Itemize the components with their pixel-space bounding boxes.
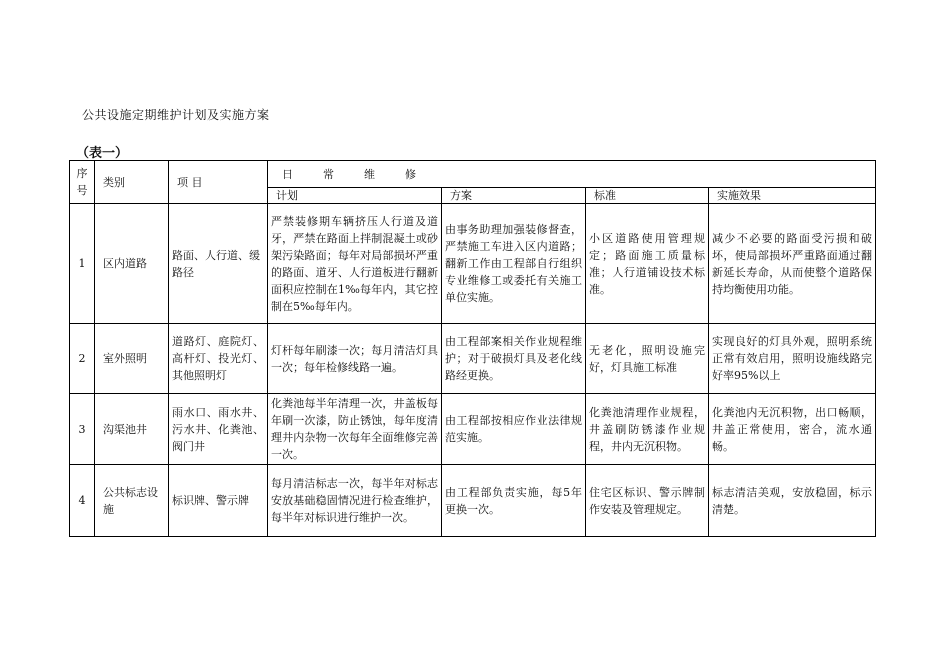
row-category: 室外照明	[95, 324, 169, 394]
maintenance-plan-table	[69, 160, 876, 537]
header-plan: 计划	[268, 188, 442, 204]
row-effect: 减少不必要的路面受污损和破坏，使局部损坏严重路面通过翻新延长寿命，从而使整个道路保持均衡使用功能。	[709, 204, 876, 324]
row-seq: 2	[70, 324, 95, 394]
header-category: 类别	[95, 161, 169, 204]
header-seq: 序号	[70, 161, 95, 204]
header-standard: 标准	[586, 188, 709, 204]
row-category: 沟渠池井	[95, 394, 169, 465]
header-row-1	[70, 161, 876, 188]
header-effect: 实施效果	[709, 188, 876, 204]
document-title: 公共设施定期维护计划及实施方案	[82, 108, 270, 122]
header-item: 项 目	[169, 161, 268, 204]
row-category: 公共标志设施	[95, 465, 169, 537]
row-category: 区内道路	[95, 204, 169, 324]
row-item: 道路灯、庭院灯、高杆灯、投光灯、其他照明灯	[169, 324, 268, 394]
row-method: 由工程部负责实施，每5年更换一次。	[442, 465, 586, 537]
table-row	[70, 204, 876, 324]
row-effect: 标志清洁美观，安放稳固，标示清楚。	[709, 465, 876, 537]
row-effect: 化粪池内无沉积物，出口畅顺，井盖正常使用，密合，流水通畅。	[709, 394, 876, 465]
row-standard: 化粪池清理作业规程，井盖刷防锈漆作业规程，井内无沉积物。	[586, 394, 709, 465]
header-daily-maintenance: 日常维修	[268, 161, 876, 188]
row-item: 雨水口、雨水井、污水井、化粪池、阀门井	[169, 394, 268, 465]
row-seq: 4	[70, 465, 95, 537]
row-seq: 3	[70, 394, 95, 465]
row-standard: 无老化，照明设施完好，灯具施工标准	[586, 324, 709, 394]
row-method: 由工程部按相应作业法律规范实施。	[442, 394, 586, 465]
table-row	[70, 394, 876, 465]
row-plan: 严禁装修期车辆挤压人行道及道牙，严禁在路面上拌制混凝土或砂架污染路面；每年对局部损坏严重的路面、道牙、人行道板进行翻新面积应控制在1‰每年内，其它控制在5‰每年内。	[268, 204, 442, 324]
row-item: 路面、人行道、缓路径	[169, 204, 268, 324]
row-standard: 小区道路使用管理规定；路面施工质量标准；人行道铺设技术标准。	[586, 204, 709, 324]
row-item: 标识牌、警示牌	[169, 465, 268, 537]
row-method: 由事务助理加强装修督查，严禁施工车进入区内道路；翻新工作由工程部自行组织专业维修工或委托有关施工单位实施。	[442, 204, 586, 324]
row-plan: 每月清洁标志一次，每半年对标志安放基础稳固情况进行检查维护，每半年对标识进行维护一次。	[268, 465, 442, 537]
row-plan: 灯杆每年刷漆一次；每月清洁灯具一次；每年检修线路一遍。	[268, 324, 442, 394]
row-effect: 实现良好的灯具外观，照明系统正常有效启用，照明设施线路完好率95%以上	[709, 324, 876, 394]
row-plan: 化粪池每半年清理一次，井盖板每年刷一次漆，防止锈蚀，每年度清理井内杂物一次每年全面维修完善一次。	[268, 394, 442, 465]
table-row	[70, 465, 876, 537]
table-row	[70, 324, 876, 394]
row-seq: 1	[70, 204, 95, 324]
header-method: 方案	[442, 188, 586, 204]
table-label: （表一）	[76, 146, 129, 161]
row-standard: 住宅区标识、警示牌制作安装及管理规定。	[586, 465, 709, 537]
row-method: 由工程部案相关作业规程维护；对于破损灯具及老化线路经更换。	[442, 324, 586, 394]
